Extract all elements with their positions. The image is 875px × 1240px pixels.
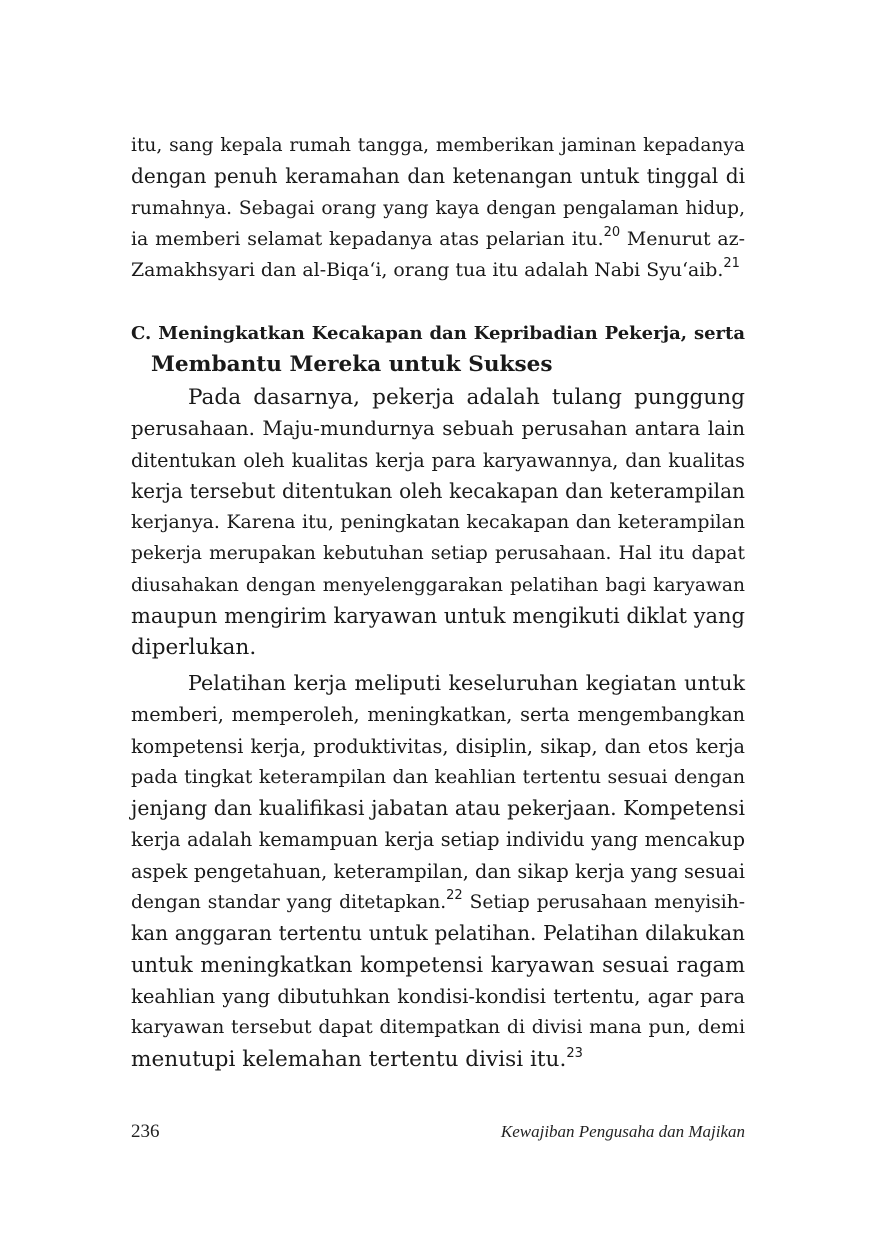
text-line: kan anggaran tertentu untuk pelatihan. Pelatihan dilakukan [131, 921, 745, 946]
footnote-ref-23: 23 [566, 1045, 583, 1061]
page-number: 236 [131, 1121, 160, 1142]
footnote-ref-20: 20 [603, 224, 621, 240]
footnote-ref-22: 22 [446, 888, 463, 904]
text-line: karyawan tersebut dapat ditempatkan di divisi mana pun, demi [131, 1016, 745, 1039]
text-line: memberi, memperoleh, meningkatkan, serta mengembangkan [131, 703, 745, 727]
text-line: Pelatihan kerja meliputi keseluruhan kegiatan untuk [188, 671, 745, 695]
text-line: perusahaan. Maju-mundurnya sebuah perusahan antara lain [131, 417, 745, 441]
text-line: keahlian yang dibutuhkan kondisi-kondisi tertentu, agar para [131, 984, 745, 1008]
text-line [131, 255, 745, 286]
section-heading-line-1: C. Meningkatkan Kecakapan dan Kepribadian Pekerja, serta [131, 323, 745, 344]
text-line: untuk meningkatkan kompetensi karyawan sesuai ragam [131, 952, 745, 977]
running-title: Kewajiban Pengusaha dan Majikan [500, 1122, 745, 1141]
text-line [131, 887, 745, 918]
text-line: Pada dasarnya, pekerja adalah tulang punggung [188, 385, 745, 410]
text-line: kerja adalah kemampuan kerja setiap individu yang mencakup [131, 828, 745, 852]
section-heading-line-2: Membantu Mereka untuk Sukses [151, 352, 553, 378]
text-line: ditentukan oleh kualitas kerja para karyawannya, dan kualitas [131, 448, 745, 472]
section-heading [131, 318, 745, 381]
text-line: aspek pengetahuan, keterampilan, dan sikap kerja yang sesuai [131, 859, 745, 883]
text-line: itu, sang kepala rumah tangga, memberikan jaminan kepadanya [131, 135, 745, 156]
text-line [131, 1044, 745, 1075]
text-line: pekerja merupakan kebutuhan setiap perusahaan. Hal itu dapat [131, 543, 745, 565]
text-segment: Setiap perusahaan menyisih- [462, 892, 745, 914]
footnote-ref-21: 21 [723, 256, 740, 272]
text-line: kerja tersebut ditentukan oleh kecakapan dan keterampilan [131, 478, 745, 503]
text-line: diusahakan dengan menyelenggarakan pelatihan bagi karyawan [131, 574, 745, 596]
text-line: diperlukan. [131, 635, 257, 661]
text-segment: ia memberi selamat kepadanya atas pelarian itu. [131, 227, 604, 250]
text-line: rumahnya. Sebagai orang yang kaya dengan pengalaman hidup, [131, 197, 745, 219]
top-paragraph [131, 130, 745, 286]
paragraph-2 [131, 668, 745, 1075]
text-line: kompetensi kerja, produktivitas, disiplin, sikap, dan etos kerja [131, 734, 745, 758]
text-line: pada tingkat keterampilan dan keahlian tertentu sesuai dengan [131, 765, 745, 788]
text-line: kerjanya. Karena itu, peningkatan kecakapan dan keterampilan [131, 511, 745, 534]
text-line: dengan penuh keramahan dan ketenangan untuk tinggal di [131, 164, 745, 189]
text-line: maupun mengirim karyawan untuk mengikuti diklat yang [131, 604, 745, 629]
text-segment: Zamakhsyari dan al-Biqa‘i, orang tua itu adalah Nabi Syu‘aib. [131, 259, 724, 282]
text-segment: dengan standar yang ditetapkan. [131, 892, 447, 914]
text-segment: Menurut az- [620, 227, 745, 250]
text-line [131, 224, 745, 255]
text-line: jenjang dan kualifikasi jabatan atau pekerjaan. Kompetensi [131, 796, 745, 821]
text-segment: menutupi kelemahan tertentu divisi itu. [131, 1046, 567, 1072]
paragraph-1 [131, 382, 745, 664]
